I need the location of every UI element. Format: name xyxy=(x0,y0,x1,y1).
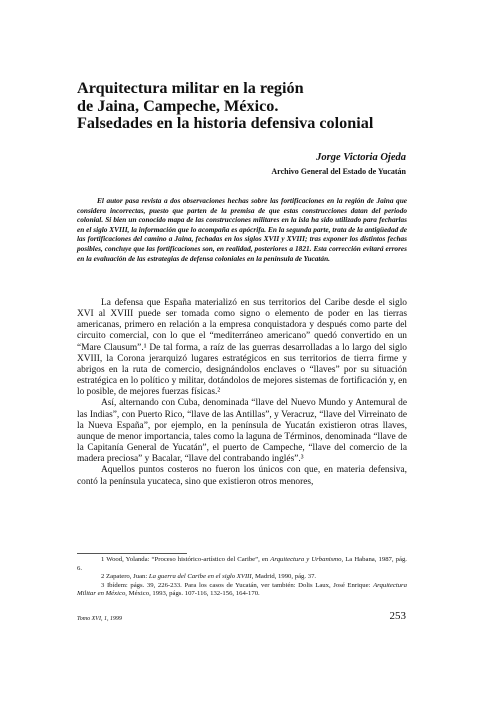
page-number: 253 xyxy=(389,610,406,622)
footnote xyxy=(77,582,407,599)
body-text xyxy=(77,298,407,488)
footnote-text: 3 Ibídem: págs. 39, 226-233. Para los casos de Yucatán, ver también: Dolis Laux, José Enrique: xyxy=(101,581,374,589)
footnote-text: , La Habana, 1987, pág. 6. xyxy=(77,556,407,572)
body-paragraph: Así, alternando con Cuba, denominada “llave del Nuevo Mundo y Antemural de las Indias”, con Puerto Rico, “llave de las Antillas”, y Veracruz, “llave del Virreinato de la Nueva España”, por ejemplo, en la península de Yucatán existieron otras llaves, aunque de menor importancia, tales como la laguna de Términos, denominada “llave de la Capitanía General de Yucatán”, el puerto de Campeche, “llave del comercio de la madera preciosa” y Bacalar, “llave del contrabando inglés”.³ xyxy=(77,398,407,465)
footnote-work-title: La guerra del Caribe en el siglo XVIII xyxy=(148,573,252,581)
footnote-divider xyxy=(77,553,187,554)
article-title xyxy=(77,80,417,133)
author-affiliation: Archivo General del Estado de Yucatán xyxy=(271,167,406,176)
abstract: El autor pasa revista a dos observaciones hechas sobre las fortificaciones en la región de Jaina que considera incorrectas, puesto que parten de la premisa de que estas construcciones datan del periodo colonial. Si bien un conocido mapa de las construcciones militares en la isla ha sido utilizado para fecharlas en el siglo XVIII, la información que lo acompaña es apócrifa. En la segunda parte, trata de la antigüedad de las fortificaciones del camino a Jaina, fechadas en los siglos XVII y XVIII; tras exponer los distintos fechas posibles, concluye que las fortificaciones son, en realidad, posteriores a 1821. Esta corrección evitará errores en la evaluación de las estrategias de defensa coloniales en la península de Yucatán. xyxy=(77,196,407,263)
journal-reference: Tomo XVI, 1, 1999 xyxy=(77,616,122,622)
title-line: Falsedades en la historia defensiva colonial xyxy=(77,114,374,132)
footnote xyxy=(77,556,407,573)
footnote xyxy=(77,573,407,582)
title-line: de Jaina, Campeche, México. xyxy=(77,96,279,115)
footnote-text: , México, 1993, págs. 107-116, 132-156, 164-170. xyxy=(125,590,260,598)
body-paragraph: Aquellos puntos costeros no fueron los únicos con que, en materia defensiva, contó la península yucateca, sino que existieron otros menores, xyxy=(77,465,407,487)
footnotes xyxy=(77,556,407,599)
footnote-text: 1 Wood, Yolanda: “Proceso histórico-artístico del Caribe”, en xyxy=(101,556,271,563)
title-line: Arquitectura militar en la región xyxy=(77,79,304,97)
body-paragraph: La defensa que España materializó en sus territorios del Caribe desde el siglo XVI al XVIII puede ser tomada como signo o elemento de poder en las tierras americanas, primero en relación a la empresa conquistadora y después como parte del circuito comercial, con lo que el “mediterráneo americano” quedó convertido en un “Mare Clausum”.¹ De tal forma, a raíz de las guerras desarrolladas a lo largo del siglo XVIII, la Corona jerarquizó lugares estratégicos en sus territorios de tierra firme y abrigos en la ruta de comercio, designándolos enclaves o “llaves” por su situación estratégica en lo político y militar, dotándolos de mejores sistemas de fortificación y, en lo posible, de mejores fuerzas físicas.² xyxy=(77,298,407,398)
footnote-work-title: Arquitectura y Urbanismo xyxy=(270,556,342,563)
footnote-work-title: Arquitectura Militar en México xyxy=(77,581,407,598)
footnote-text: 2 Zapatero, Juan: xyxy=(101,573,149,581)
footnote-text: , Madrid, 1990, pág. 37. xyxy=(251,573,317,581)
author-name: Jorge Victoria Ojeda xyxy=(316,152,406,163)
